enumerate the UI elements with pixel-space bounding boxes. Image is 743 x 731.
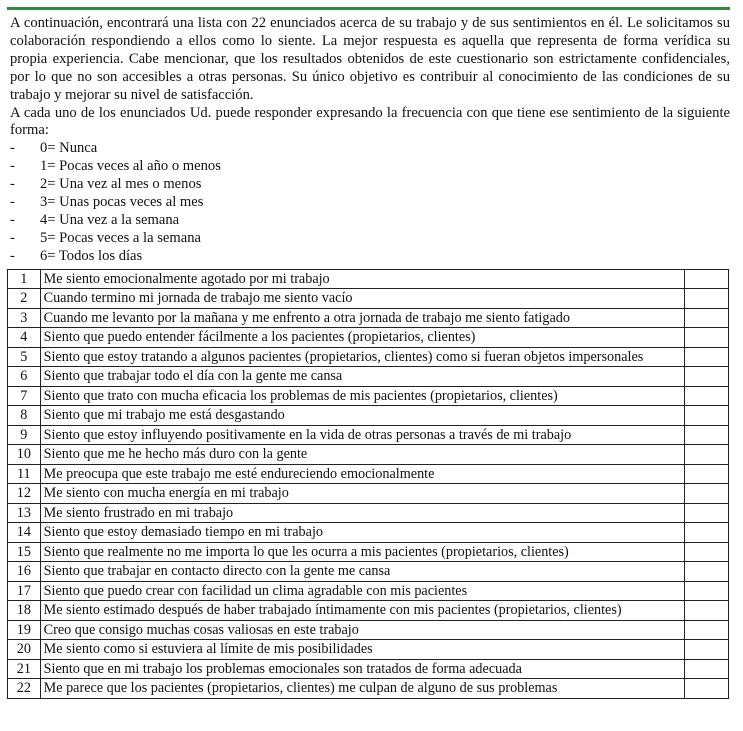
answer-cell[interactable] bbox=[685, 464, 729, 484]
scale-option-label: 1= Pocas veces al año o menos bbox=[40, 158, 221, 175]
table-row bbox=[8, 289, 729, 309]
item-number: 20 bbox=[8, 640, 41, 660]
item-statement: Siento que me he hecho más duro con la gente bbox=[40, 445, 685, 465]
scale-bullet: - bbox=[10, 211, 15, 228]
table-row bbox=[8, 601, 729, 621]
scale-bullet: - bbox=[10, 229, 15, 246]
answer-cell[interactable] bbox=[685, 386, 729, 406]
answer-cell[interactable] bbox=[685, 308, 729, 328]
answer-cell[interactable] bbox=[685, 640, 729, 660]
instructions-paragraph-2: A cada uno de los enunciados Ud. puede responder expresando la frecuencia con que tiene ese sentimiento de la siguiente forma: bbox=[10, 104, 730, 139]
scale-option-label: 2= Una vez al mes o menos bbox=[40, 176, 202, 193]
scale-option-label: 5= Pocas veces a la semana bbox=[40, 229, 201, 246]
answer-cell[interactable] bbox=[685, 328, 729, 348]
item-number: 18 bbox=[8, 601, 41, 621]
scale-bullet: - bbox=[10, 194, 15, 211]
scale-option-label: 4= Una vez a la semana bbox=[40, 211, 180, 228]
table-row bbox=[8, 640, 729, 660]
item-number: 15 bbox=[8, 542, 41, 562]
item-number: 16 bbox=[8, 562, 41, 582]
answer-cell[interactable] bbox=[685, 367, 729, 387]
answer-cell[interactable] bbox=[685, 601, 729, 621]
item-statement: Siento que trabajar en contacto directo con la gente me cansa bbox=[40, 562, 685, 582]
item-statement: Creo que consigo muchas cosas valiosas en este trabajo bbox=[40, 620, 685, 640]
answer-cell[interactable] bbox=[685, 406, 729, 426]
table-row bbox=[8, 406, 729, 426]
item-statement: Siento que realmente no me importa lo que les ocurra a mis pacientes (propietarios, clientes) bbox=[40, 542, 685, 562]
item-statement: Me preocupa que este trabajo me esté endureciendo emocionalmente bbox=[40, 464, 685, 484]
answer-cell[interactable] bbox=[685, 269, 729, 289]
item-statement: Me siento estimado después de haber trabajado íntimamente con mis pacientes (propietarios, clientes) bbox=[40, 601, 685, 621]
instructions-paragraph-1: A continuación, encontrará una lista con 22 enunciados acerca de su trabajo y de sus sentimientos en él. Le solicitamos su colaboración respondiendo a ellos como lo siente. La mejor respuesta es aquella que representa de forma verídica su propia experiencia. Cabe mencionar, que los resultados obtenidos de este cuestionario son estrictamente confidenciales, por lo que no son accesibles a otras personas. Su único objetivo es contribuir al conocimiento de las condiciones de su trabajo y mejorar su nivel de satisfacción. bbox=[10, 15, 730, 103]
scale-option-label: 0= Nunca bbox=[40, 140, 98, 157]
table-row bbox=[8, 679, 729, 699]
table-row bbox=[8, 484, 729, 504]
item-number: 8 bbox=[8, 406, 41, 426]
scale-option-label: 3= Unas pocas veces al mes bbox=[40, 194, 204, 211]
item-number: 6 bbox=[8, 367, 41, 387]
scale-bullet: - bbox=[10, 140, 15, 157]
item-number: 5 bbox=[8, 347, 41, 367]
answer-cell[interactable] bbox=[685, 562, 729, 582]
item-number: 19 bbox=[8, 620, 41, 640]
questionnaire-table-body bbox=[8, 269, 729, 698]
scale-option bbox=[10, 140, 730, 158]
item-statement: Siento que estoy influyendo positivamente en la vida de otras personas a través de mi trabajo bbox=[40, 425, 685, 445]
answer-cell[interactable] bbox=[685, 425, 729, 445]
frequency-scale-list bbox=[7, 140, 730, 265]
scale-option bbox=[10, 194, 730, 212]
scale-option-label: 6= Todos los días bbox=[40, 247, 143, 264]
table-row bbox=[8, 347, 729, 367]
item-statement: Siento que estoy demasiado tiempo en mi trabajo bbox=[40, 523, 685, 543]
answer-cell[interactable] bbox=[685, 347, 729, 367]
scale-bullet: - bbox=[10, 158, 15, 175]
questionnaire-table bbox=[7, 269, 729, 699]
item-number: 14 bbox=[8, 523, 41, 543]
item-number: 22 bbox=[8, 679, 41, 699]
table-row bbox=[8, 308, 729, 328]
scale-bullet: - bbox=[10, 176, 15, 193]
table-row bbox=[8, 523, 729, 543]
item-number: 4 bbox=[8, 328, 41, 348]
answer-cell[interactable] bbox=[685, 503, 729, 523]
item-statement: Cuando termino mi jornada de trabajo me siento vacío bbox=[40, 289, 685, 309]
table-row bbox=[8, 503, 729, 523]
item-number: 12 bbox=[8, 484, 41, 504]
item-statement: Me parece que los pacientes (propietarios, clientes) me culpan de alguno de sus problemas bbox=[40, 679, 685, 699]
item-statement: Siento que puedo entender fácilmente a los pacientes (propietarios, clientes) bbox=[40, 328, 685, 348]
item-number: 2 bbox=[8, 289, 41, 309]
scale-bullet: - bbox=[10, 247, 15, 264]
answer-cell[interactable] bbox=[685, 289, 729, 309]
item-number: 7 bbox=[8, 386, 41, 406]
item-statement: Siento que trabajar todo el día con la gente me cansa bbox=[40, 367, 685, 387]
item-number: 17 bbox=[8, 581, 41, 601]
item-statement: Siento que trato con mucha eficacia los problemas de mis pacientes (propietarios, clientes) bbox=[40, 386, 685, 406]
answer-cell[interactable] bbox=[685, 445, 729, 465]
item-statement: Siento que mi trabajo me está desgastando bbox=[40, 406, 685, 426]
item-number: 3 bbox=[8, 308, 41, 328]
instructions bbox=[7, 10, 730, 140]
answer-cell[interactable] bbox=[685, 542, 729, 562]
table-row bbox=[8, 269, 729, 289]
table-row bbox=[8, 425, 729, 445]
item-statement: Siento que en mi trabajo los problemas emocionales son tratados de forma adecuada bbox=[40, 659, 685, 679]
scale-option bbox=[10, 248, 730, 266]
table-row bbox=[8, 620, 729, 640]
answer-cell[interactable] bbox=[685, 484, 729, 504]
item-statement: Me siento emocionalmente agotado por mi trabajo bbox=[40, 269, 685, 289]
scale-option bbox=[10, 158, 730, 176]
table-row bbox=[8, 328, 729, 348]
item-number: 1 bbox=[8, 269, 41, 289]
item-statement: Me siento frustrado en mi trabajo bbox=[40, 503, 685, 523]
scale-option bbox=[10, 176, 730, 194]
item-statement: Siento que estoy tratando a algunos pacientes (propietarios, clientes) como si fueran objetos impersonales bbox=[40, 347, 685, 367]
answer-cell[interactable] bbox=[685, 679, 729, 699]
answer-cell[interactable] bbox=[685, 659, 729, 679]
item-number: 11 bbox=[8, 464, 41, 484]
table-row bbox=[8, 581, 729, 601]
item-statement: Me siento como si estuviera al límite de mis posibilidades bbox=[40, 640, 685, 660]
table-row bbox=[8, 562, 729, 582]
answer-cell[interactable] bbox=[685, 620, 729, 640]
table-row bbox=[8, 542, 729, 562]
table-row bbox=[8, 659, 729, 679]
table-row bbox=[8, 445, 729, 465]
item-number: 21 bbox=[8, 659, 41, 679]
scale-option bbox=[10, 230, 730, 248]
document bbox=[7, 7, 730, 699]
answer-cell[interactable] bbox=[685, 523, 729, 543]
item-statement: Me siento con mucha energía en mi trabajo bbox=[40, 484, 685, 504]
item-number: 13 bbox=[8, 503, 41, 523]
scale-option bbox=[10, 212, 730, 230]
table-row bbox=[8, 464, 729, 484]
answer-cell[interactable] bbox=[685, 581, 729, 601]
item-number: 9 bbox=[8, 425, 41, 445]
item-statement: Siento que puedo crear con facilidad un clima agradable con mis pacientes bbox=[40, 581, 685, 601]
table-row bbox=[8, 367, 729, 387]
item-statement: Cuando me levanto por la mañana y me enfrento a otra jornada de trabajo me siento fatigado bbox=[40, 308, 685, 328]
item-number: 10 bbox=[8, 445, 41, 465]
table-row bbox=[8, 386, 729, 406]
